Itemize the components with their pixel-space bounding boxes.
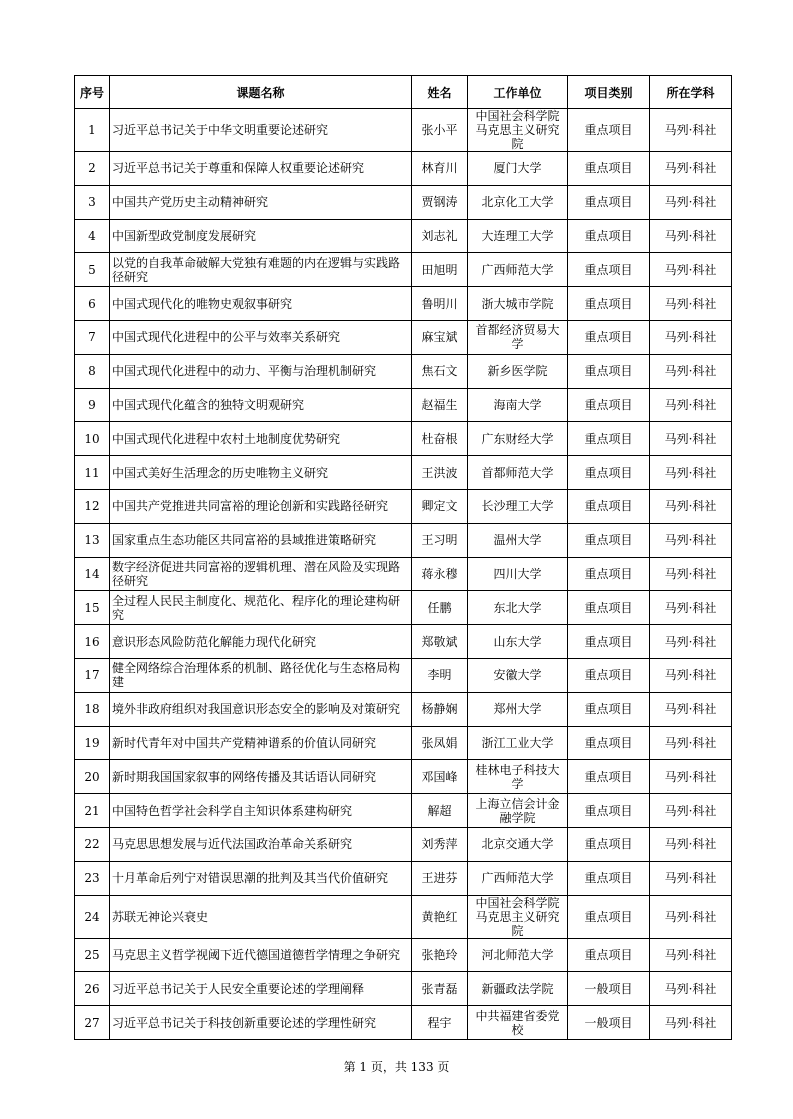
cell-name: 蒋永穆 bbox=[412, 557, 468, 591]
cell-topic: 马克思主义哲学视阈下近代德国道德哲学情理之争研究 bbox=[110, 938, 412, 972]
cell-name: 张青磊 bbox=[412, 972, 468, 1006]
cell-index: 14 bbox=[75, 557, 110, 591]
table-row bbox=[75, 938, 732, 972]
cell-index: 2 bbox=[75, 152, 110, 186]
cell-index: 27 bbox=[75, 1006, 110, 1040]
cell-index: 1 bbox=[75, 109, 110, 152]
cell-unit: 广西师范大学 bbox=[468, 861, 568, 895]
cell-index: 13 bbox=[75, 523, 110, 557]
table-row bbox=[75, 760, 732, 794]
cell-category: 重点项目 bbox=[568, 219, 650, 253]
cell-discipline: 马列·科社 bbox=[650, 591, 732, 625]
table-row bbox=[75, 726, 732, 760]
cell-discipline: 马列·科社 bbox=[650, 861, 732, 895]
cell-index: 24 bbox=[75, 895, 110, 938]
cell-discipline: 马列·科社 bbox=[650, 185, 732, 219]
cell-topic: 中国式美好生活理念的历史唯物主义研究 bbox=[110, 456, 412, 490]
cell-category: 重点项目 bbox=[568, 253, 650, 287]
cell-name: 张凤娟 bbox=[412, 726, 468, 760]
cell-topic: 中国特色哲学社会科学自主知识体系建构研究 bbox=[110, 794, 412, 828]
table-row bbox=[75, 523, 732, 557]
cell-discipline: 马列·科社 bbox=[650, 523, 732, 557]
table-row bbox=[75, 388, 732, 422]
cell-index: 22 bbox=[75, 827, 110, 861]
cell-unit: 温州大学 bbox=[468, 523, 568, 557]
cell-discipline: 马列·科社 bbox=[650, 794, 732, 828]
cell-name: 郑敬斌 bbox=[412, 625, 468, 659]
table-row bbox=[75, 456, 732, 490]
cell-unit: 安徽大学 bbox=[468, 658, 568, 692]
table-row bbox=[75, 109, 732, 152]
cell-discipline: 马列·科社 bbox=[650, 938, 732, 972]
cell-name: 贾钢涛 bbox=[412, 185, 468, 219]
cell-topic: 以党的自我革命破解大党独有难题的内在逻辑与实践路径研究 bbox=[110, 253, 412, 287]
cell-index: 16 bbox=[75, 625, 110, 659]
table-row bbox=[75, 185, 732, 219]
cell-topic: 中国新型政党制度发展研究 bbox=[110, 219, 412, 253]
cell-discipline: 马列·科社 bbox=[650, 320, 732, 354]
cell-unit: 浙江工业大学 bbox=[468, 726, 568, 760]
cell-unit: 中国社会科学院马克思主义研究院 bbox=[468, 109, 568, 152]
cell-name: 刘志礼 bbox=[412, 219, 468, 253]
cell-category: 重点项目 bbox=[568, 591, 650, 625]
cell-topic: 全过程人民民主制度化、规范化、程序化的理论建构研究 bbox=[110, 591, 412, 625]
cell-unit: 东北大学 bbox=[468, 591, 568, 625]
cell-discipline: 马列·科社 bbox=[650, 219, 732, 253]
cell-name: 王进芬 bbox=[412, 861, 468, 895]
cell-category: 重点项目 bbox=[568, 557, 650, 591]
cell-category: 重点项目 bbox=[568, 422, 650, 456]
table-row bbox=[75, 253, 732, 287]
cell-index: 15 bbox=[75, 591, 110, 625]
cell-topic: 马克思思想发展与近代法国政治革命关系研究 bbox=[110, 827, 412, 861]
cell-name: 张小平 bbox=[412, 109, 468, 152]
cell-unit: 中国社会科学院马克思主义研究院 bbox=[468, 895, 568, 938]
cell-topic: 习近平总书记关于中华文明重要论述研究 bbox=[110, 109, 412, 152]
cell-topic: 中国式现代化进程中的公平与效率关系研究 bbox=[110, 320, 412, 354]
header-discipline: 所在学科 bbox=[650, 76, 732, 109]
cell-category: 重点项目 bbox=[568, 861, 650, 895]
cell-name: 田旭明 bbox=[412, 253, 468, 287]
cell-unit: 广西师范大学 bbox=[468, 253, 568, 287]
cell-index: 19 bbox=[75, 726, 110, 760]
cell-unit: 大连理工大学 bbox=[468, 219, 568, 253]
cell-name: 任鹏 bbox=[412, 591, 468, 625]
project-table bbox=[74, 75, 732, 1040]
cell-name: 解超 bbox=[412, 794, 468, 828]
cell-discipline: 马列·科社 bbox=[650, 109, 732, 152]
table-row bbox=[75, 287, 732, 321]
cell-category: 重点项目 bbox=[568, 185, 650, 219]
cell-index: 6 bbox=[75, 287, 110, 321]
cell-discipline: 马列·科社 bbox=[650, 354, 732, 388]
table-row bbox=[75, 861, 732, 895]
table-row bbox=[75, 557, 732, 591]
cell-index: 23 bbox=[75, 861, 110, 895]
cell-topic: 十月革命后列宁对错误思潮的批判及其当代价值研究 bbox=[110, 861, 412, 895]
cell-unit: 河北师范大学 bbox=[468, 938, 568, 972]
table-row bbox=[75, 219, 732, 253]
cell-unit: 新乡医学院 bbox=[468, 354, 568, 388]
cell-index: 26 bbox=[75, 972, 110, 1006]
cell-index: 17 bbox=[75, 658, 110, 692]
cell-discipline: 马列·科社 bbox=[650, 287, 732, 321]
cell-unit: 郑州大学 bbox=[468, 692, 568, 726]
table-row bbox=[75, 658, 732, 692]
cell-discipline: 马列·科社 bbox=[650, 972, 732, 1006]
cell-name: 卿定文 bbox=[412, 489, 468, 523]
cell-index: 7 bbox=[75, 320, 110, 354]
table-row bbox=[75, 1006, 732, 1040]
cell-unit: 海南大学 bbox=[468, 388, 568, 422]
cell-category: 重点项目 bbox=[568, 152, 650, 186]
cell-index: 10 bbox=[75, 422, 110, 456]
cell-topic: 中国共产党历史主动精神研究 bbox=[110, 185, 412, 219]
cell-discipline: 马列·科社 bbox=[650, 692, 732, 726]
cell-category: 重点项目 bbox=[568, 354, 650, 388]
cell-discipline: 马列·科社 bbox=[650, 726, 732, 760]
cell-name: 林育川 bbox=[412, 152, 468, 186]
cell-name: 焦石文 bbox=[412, 354, 468, 388]
cell-unit: 广东财经大学 bbox=[468, 422, 568, 456]
cell-topic: 国家重点生态功能区共同富裕的县域推进策略研究 bbox=[110, 523, 412, 557]
cell-unit: 中共福建省委党校 bbox=[468, 1006, 568, 1040]
cell-unit: 北京交通大学 bbox=[468, 827, 568, 861]
cell-index: 11 bbox=[75, 456, 110, 490]
cell-topic: 新时代青年对中国共产党精神谱系的价值认同研究 bbox=[110, 726, 412, 760]
cell-unit: 厦门大学 bbox=[468, 152, 568, 186]
cell-name: 赵福生 bbox=[412, 388, 468, 422]
cell-topic: 中国共产党推进共同富裕的理论创新和实践路径研究 bbox=[110, 489, 412, 523]
cell-category: 重点项目 bbox=[568, 895, 650, 938]
table-row bbox=[75, 827, 732, 861]
cell-discipline: 马列·科社 bbox=[650, 827, 732, 861]
cell-topic: 中国式现代化进程中的动力、平衡与治理机制研究 bbox=[110, 354, 412, 388]
cell-discipline: 马列·科社 bbox=[650, 388, 732, 422]
cell-unit: 浙大城市学院 bbox=[468, 287, 568, 321]
cell-topic: 中国式现代化进程中农村土地制度优势研究 bbox=[110, 422, 412, 456]
cell-topic: 健全网络综合治理体系的机制、路径优化与生态格局构建 bbox=[110, 658, 412, 692]
cell-discipline: 马列·科社 bbox=[650, 557, 732, 591]
cell-index: 25 bbox=[75, 938, 110, 972]
cell-name: 黄艳红 bbox=[412, 895, 468, 938]
table-row bbox=[75, 794, 732, 828]
table-row bbox=[75, 895, 732, 938]
cell-unit: 新疆政法学院 bbox=[468, 972, 568, 1006]
table-row bbox=[75, 152, 732, 186]
cell-unit: 首都经济贸易大学 bbox=[468, 320, 568, 354]
table-row bbox=[75, 972, 732, 1006]
cell-category: 重点项目 bbox=[568, 658, 650, 692]
table-row bbox=[75, 625, 732, 659]
table-body bbox=[75, 109, 732, 1040]
cell-discipline: 马列·科社 bbox=[650, 625, 732, 659]
cell-index: 3 bbox=[75, 185, 110, 219]
cell-category: 重点项目 bbox=[568, 794, 650, 828]
cell-category: 重点项目 bbox=[568, 489, 650, 523]
cell-name: 李明 bbox=[412, 658, 468, 692]
cell-discipline: 马列·科社 bbox=[650, 489, 732, 523]
cell-index: 21 bbox=[75, 794, 110, 828]
cell-category: 重点项目 bbox=[568, 726, 650, 760]
table-row bbox=[75, 320, 732, 354]
header-unit: 工作单位 bbox=[468, 76, 568, 109]
cell-name: 程宇 bbox=[412, 1006, 468, 1040]
cell-discipline: 马列·科社 bbox=[650, 760, 732, 794]
cell-category: 重点项目 bbox=[568, 388, 650, 422]
cell-index: 18 bbox=[75, 692, 110, 726]
cell-topic: 习近平总书记关于科技创新重要论述的学理性研究 bbox=[110, 1006, 412, 1040]
cell-name: 张艳玲 bbox=[412, 938, 468, 972]
cell-unit: 首都师范大学 bbox=[468, 456, 568, 490]
cell-unit: 北京化工大学 bbox=[468, 185, 568, 219]
cell-category: 重点项目 bbox=[568, 938, 650, 972]
cell-discipline: 马列·科社 bbox=[650, 422, 732, 456]
cell-index: 12 bbox=[75, 489, 110, 523]
cell-category: 重点项目 bbox=[568, 109, 650, 152]
cell-topic: 数字经济促进共同富裕的逻辑机理、潜在风险及实现路径研究 bbox=[110, 557, 412, 591]
page-footer: 第 1 页，共 133 页 bbox=[343, 1060, 450, 1074]
header-name: 姓名 bbox=[412, 76, 468, 109]
table-header-row bbox=[75, 76, 732, 109]
cell-category: 重点项目 bbox=[568, 456, 650, 490]
header-topic: 课题名称 bbox=[110, 76, 412, 109]
header-index: 序号 bbox=[75, 76, 110, 109]
table-row bbox=[75, 422, 732, 456]
cell-index: 4 bbox=[75, 219, 110, 253]
cell-topic: 习近平总书记关于尊重和保障人权重要论述研究 bbox=[110, 152, 412, 186]
cell-category: 重点项目 bbox=[568, 827, 650, 861]
cell-discipline: 马列·科社 bbox=[650, 152, 732, 186]
header-category: 项目类别 bbox=[568, 76, 650, 109]
cell-unit: 长沙理工大学 bbox=[468, 489, 568, 523]
cell-category: 重点项目 bbox=[568, 523, 650, 557]
cell-index: 9 bbox=[75, 388, 110, 422]
table-row bbox=[75, 354, 732, 388]
cell-discipline: 马列·科社 bbox=[650, 1006, 732, 1040]
cell-category: 重点项目 bbox=[568, 320, 650, 354]
cell-category: 重点项目 bbox=[568, 692, 650, 726]
cell-category: 重点项目 bbox=[568, 625, 650, 659]
cell-category: 重点项目 bbox=[568, 760, 650, 794]
cell-name: 杨静娴 bbox=[412, 692, 468, 726]
cell-topic: 新时期我国国家叙事的网络传播及其话语认同研究 bbox=[110, 760, 412, 794]
cell-topic: 习近平总书记关于人民安全重要论述的学理阐释 bbox=[110, 972, 412, 1006]
cell-discipline: 马列·科社 bbox=[650, 456, 732, 490]
cell-unit: 上海立信会计金融学院 bbox=[468, 794, 568, 828]
cell-topic: 境外非政府组织对我国意识形态安全的影响及对策研究 bbox=[110, 692, 412, 726]
cell-category: 一般项目 bbox=[568, 1006, 650, 1040]
cell-index: 8 bbox=[75, 354, 110, 388]
cell-unit: 桂林电子科技大学 bbox=[468, 760, 568, 794]
cell-name: 杜奋根 bbox=[412, 422, 468, 456]
table-row bbox=[75, 489, 732, 523]
cell-topic: 中国式现代化的唯物史观叙事研究 bbox=[110, 287, 412, 321]
table-row bbox=[75, 591, 732, 625]
cell-discipline: 马列·科社 bbox=[650, 658, 732, 692]
cell-name: 麻宝斌 bbox=[412, 320, 468, 354]
table-row bbox=[75, 692, 732, 726]
cell-name: 邓国峰 bbox=[412, 760, 468, 794]
cell-name: 王习明 bbox=[412, 523, 468, 557]
cell-topic: 意识形态风险防范化解能力现代化研究 bbox=[110, 625, 412, 659]
cell-index: 20 bbox=[75, 760, 110, 794]
cell-name: 刘秀萍 bbox=[412, 827, 468, 861]
cell-category: 重点项目 bbox=[568, 287, 650, 321]
cell-category: 一般项目 bbox=[568, 972, 650, 1006]
cell-name: 王洪波 bbox=[412, 456, 468, 490]
cell-unit: 四川大学 bbox=[468, 557, 568, 591]
cell-unit: 山东大学 bbox=[468, 625, 568, 659]
cell-index: 5 bbox=[75, 253, 110, 287]
cell-discipline: 马列·科社 bbox=[650, 895, 732, 938]
cell-name: 鲁明川 bbox=[412, 287, 468, 321]
cell-discipline: 马列·科社 bbox=[650, 253, 732, 287]
cell-topic: 苏联无神论兴衰史 bbox=[110, 895, 412, 938]
cell-topic: 中国式现代化蕴含的独特文明观研究 bbox=[110, 388, 412, 422]
